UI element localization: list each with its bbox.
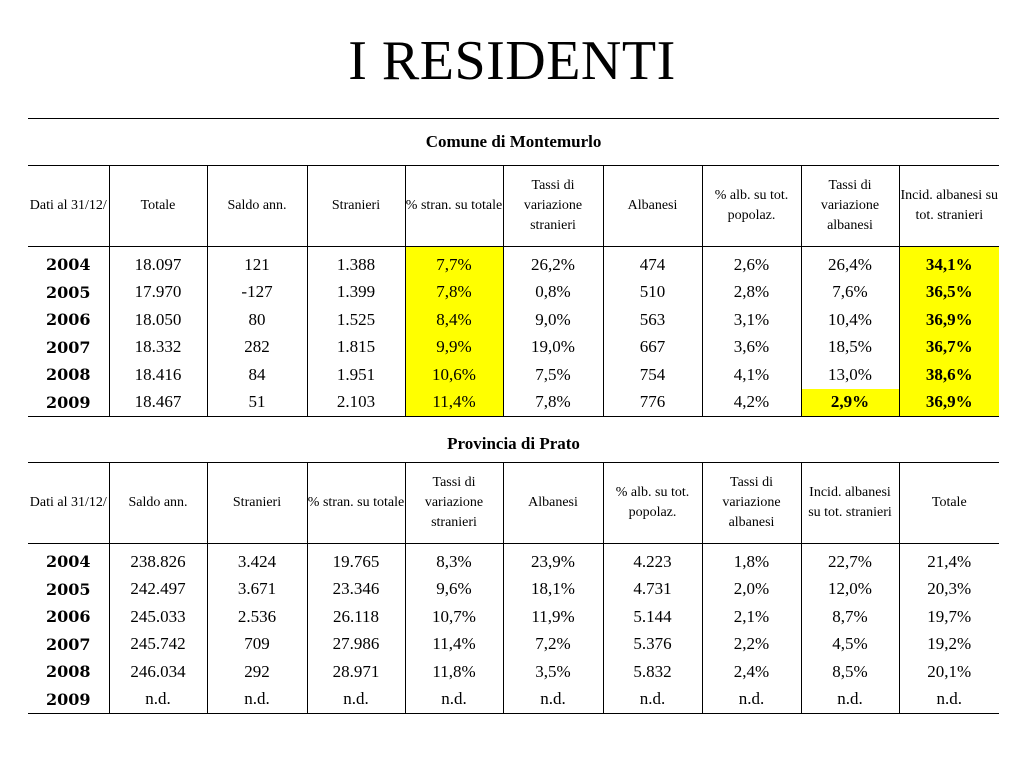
highlighted-cell: 10,6% (405, 361, 503, 389)
table-cell: 4,1% (702, 361, 801, 389)
table-cell: -127 (207, 279, 307, 307)
table-cell: 667 (603, 334, 702, 362)
table-row (28, 631, 999, 659)
table-cell: n.d. (899, 686, 999, 714)
table-cell: 5.376 (603, 631, 702, 659)
table-cell: 18.050 (109, 306, 207, 334)
table-cell: 27.986 (307, 631, 405, 659)
table-cell: 7,5% (503, 361, 603, 389)
year-cell: 2008 (28, 361, 109, 389)
table-cell: n.d. (702, 686, 801, 714)
table-cell: 18.097 (109, 247, 207, 279)
year-cell: 2005 (28, 576, 109, 604)
table-cell: 10,7% (405, 603, 503, 631)
table-cell: 18,1% (503, 576, 603, 604)
column-header: Dati al 31/12/ (28, 166, 109, 247)
table-cell: 121 (207, 247, 307, 279)
table-cell: 21,4% (927, 551, 972, 571)
table-row (28, 603, 999, 631)
table-cell: 3,1% (702, 306, 801, 334)
table-cell: n.d. (801, 686, 899, 714)
year-cell: 2009 (28, 389, 109, 417)
table-cell: 776 (603, 389, 702, 417)
table-cell: 11,4% (405, 631, 503, 659)
table-cell: n.d. (207, 686, 307, 714)
table-cell: 282 (207, 334, 307, 362)
table-cell: 3.671 (207, 576, 307, 604)
table-cell: 1.525 (307, 306, 405, 334)
page-title: I RESIDENTI (348, 30, 676, 92)
column-header: Dati al 31/12/ (28, 463, 109, 544)
table-cell: 28.971 (307, 658, 405, 686)
table-cell: 12,0% (801, 576, 899, 604)
table-cell: 84 (207, 361, 307, 389)
table-cell: 1,8% (702, 544, 801, 576)
table-cell: n.d. (405, 686, 503, 714)
column-header: Tassi di variazione albanesi (702, 463, 801, 544)
column-header: Tassi di variazione albanesi (801, 166, 899, 247)
column-header: Albanesi (503, 463, 603, 544)
table-cell: 8,3% (405, 544, 503, 576)
highlighted-cell: 2,9% (801, 389, 899, 417)
table-cell: 26,2% (503, 247, 603, 279)
table-cell: 18.416 (109, 361, 207, 389)
table-cell: 26,4% (801, 247, 899, 279)
table-row (28, 361, 999, 389)
table-cell: 20,1% (927, 661, 972, 681)
table-cell: 51 (207, 389, 307, 417)
table-cell: 19,0% (503, 334, 603, 362)
table-cell: 3,6% (702, 334, 801, 362)
table-cell: 13,0% (801, 361, 899, 389)
column-header: % stran. su totale (307, 463, 405, 544)
year-cell: 2008 (28, 658, 109, 686)
table-cell: 80 (207, 306, 307, 334)
table-cell: 709 (207, 631, 307, 659)
year-cell: 2005 (28, 279, 109, 307)
table-cell: 2,0% (702, 576, 801, 604)
table-cell: 19.765 (307, 544, 405, 576)
table-row (28, 334, 999, 362)
column-header: Stranieri (307, 166, 405, 247)
highlighted-cell: 7,7% (405, 247, 503, 279)
table-cell: n.d. (603, 686, 702, 714)
year-cell: 2004 (28, 544, 109, 576)
table-cell: 23,9% (503, 544, 603, 576)
table-cell: 7,2% (503, 631, 603, 659)
table-row (28, 389, 999, 417)
year-cell: 2007 (28, 334, 109, 362)
table-cell: n.d. (503, 686, 603, 714)
table-cell: 1.388 (307, 247, 405, 279)
table-row (28, 576, 999, 604)
table-cell: 3.424 (207, 544, 307, 576)
table-cell: 474 (603, 247, 702, 279)
table-cell: 17.970 (109, 279, 207, 307)
column-header: Saldo ann. (109, 463, 207, 544)
column-header: % alb. su tot. popolaz. (603, 463, 702, 544)
table-cell: 2,4% (702, 658, 801, 686)
highlighted-cell: 7,8% (405, 279, 503, 307)
highlighted-cell: 36,5% (899, 279, 999, 307)
table-cell: 4,5% (801, 631, 899, 659)
table-cell: 246.034 (109, 658, 207, 686)
year-cell: 2006 (28, 603, 109, 631)
table-cell: 238.826 (109, 544, 207, 576)
table-cell: 1.399 (307, 279, 405, 307)
highlighted-cell: 38,6% (899, 361, 999, 389)
table-cell: 20,3% (927, 579, 972, 599)
year-cell: 2006 (28, 306, 109, 334)
year-cell: 2007 (28, 631, 109, 659)
table-row (28, 247, 999, 279)
table-cell: 26.118 (307, 603, 405, 631)
table-cell: 1.951 (307, 361, 405, 389)
table-cell: 754 (603, 361, 702, 389)
column-header: Totale (109, 166, 207, 247)
table-cell: 4,2% (702, 389, 801, 417)
table-row (28, 306, 999, 334)
table-cell: 2,2% (702, 631, 801, 659)
table-cell: 245.033 (109, 603, 207, 631)
table-cell: 19,7% (927, 606, 972, 626)
table-cell: 510 (603, 279, 702, 307)
year-cell: 2004 (28, 247, 109, 279)
montemurlo-table (28, 118, 999, 417)
column-header: Incid. albanesi su tot. stranieri (899, 166, 999, 247)
table-cell: 5.832 (603, 658, 702, 686)
table-cell: 5.144 (603, 603, 702, 631)
highlighted-cell: 36,9% (899, 306, 999, 334)
table-row (28, 658, 999, 686)
column-header: Albanesi (603, 166, 702, 247)
highlighted-cell: 36,7% (899, 334, 999, 362)
table-cell: 2.103 (307, 389, 405, 417)
table-cell: 292 (207, 658, 307, 686)
table-cell: 2,1% (702, 603, 801, 631)
table-cell: 9,6% (405, 576, 503, 604)
table-cell: 4.731 (603, 576, 702, 604)
table-cell: 245.742 (109, 631, 207, 659)
table-cell: 4.223 (603, 544, 702, 576)
table-cell: 2,8% (702, 279, 801, 307)
table-cell: 2,6% (702, 247, 801, 279)
table-cell: 563 (603, 306, 702, 334)
column-header: % alb. su tot. popolaz. (702, 166, 801, 247)
table-cell: 8,5% (801, 658, 899, 686)
table-cell: 11,8% (405, 658, 503, 686)
column-header: Tassi di variazione stranieri (405, 463, 503, 544)
table-cell: 0,8% (503, 279, 603, 307)
table-cell: 9,0% (503, 306, 603, 334)
table-caption: Comune di Montemurlo (28, 119, 999, 166)
table-cell: 2.536 (207, 603, 307, 631)
highlighted-cell: 11,4% (405, 389, 503, 417)
table-cell: 22,7% (801, 544, 899, 576)
table-cell: 18,5% (801, 334, 899, 362)
column-header: Stranieri (207, 463, 307, 544)
highlighted-cell: 36,9% (899, 389, 999, 417)
table-cell: 3,5% (503, 658, 603, 686)
table-cell: 242.497 (109, 576, 207, 604)
column-header: Totale (899, 463, 999, 544)
table-cell: 11,9% (503, 603, 603, 631)
table-cell: 8,7% (801, 603, 899, 631)
table-cell: 7,6% (801, 279, 899, 307)
table-row (28, 686, 999, 714)
table-cell: 18.467 (109, 389, 207, 417)
table-row (28, 279, 999, 307)
table-cell: 1.815 (307, 334, 405, 362)
table-row (28, 544, 999, 576)
prato-table (28, 425, 999, 714)
table-caption: Provincia di Prato (28, 425, 999, 463)
highlighted-cell: 8,4% (405, 306, 503, 334)
table-cell: 7,8% (503, 389, 603, 417)
highlighted-cell: 9,9% (405, 334, 503, 362)
column-header: Incid. albanesi su tot. stranieri (801, 463, 899, 544)
column-header: Tassi di variazione stranieri (503, 166, 603, 247)
year-cell: 2009 (28, 686, 109, 714)
table-cell: 23.346 (307, 576, 405, 604)
table-cell: n.d. (109, 686, 207, 714)
column-header: % stran. su totale (405, 166, 503, 247)
table-cell: 19,2% (927, 634, 972, 654)
table-cell: n.d. (307, 686, 405, 714)
highlighted-cell: 34,1% (899, 247, 999, 279)
table-cell: 10,4% (801, 306, 899, 334)
column-header: Saldo ann. (207, 166, 307, 247)
table-cell: 18.332 (109, 334, 207, 362)
